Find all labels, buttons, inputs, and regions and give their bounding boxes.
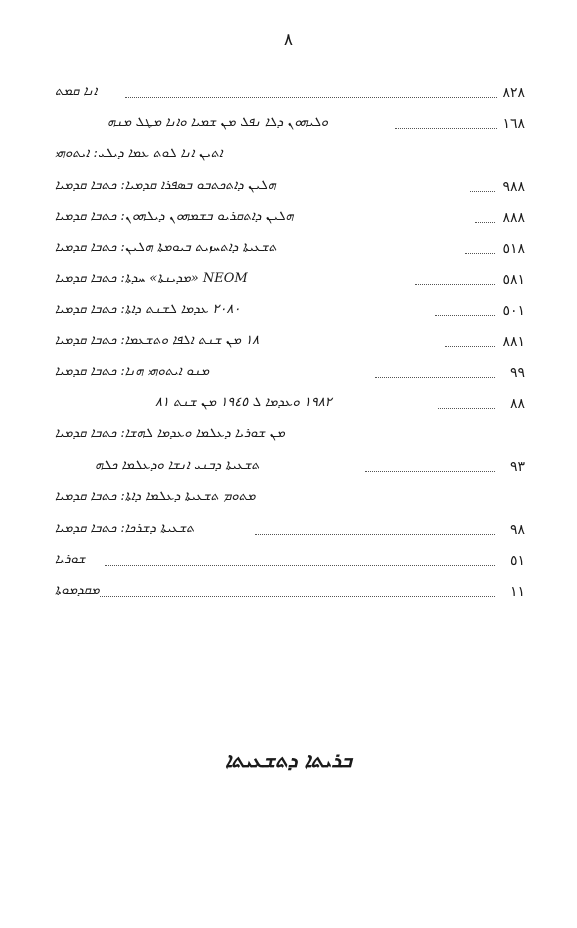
toc-title: ܡܬܘܡ ܬܫܥܝܬܐ ܕܥܠܡܐ ܕܐܬܐ: ܟܬܒܐ ܩܕܡܝܐ [55, 489, 256, 504]
toc-leader [100, 588, 495, 597]
toc-page: ٩٨٨ [502, 179, 525, 195]
toc-leader [438, 400, 495, 409]
page-number: ٨ [283, 30, 294, 50]
toc-row [55, 176, 525, 207]
toc-page: ٩٩ [509, 365, 525, 381]
toc-row [55, 487, 525, 519]
toc-row [55, 331, 525, 362]
toc-page: ٥٨١ [502, 272, 525, 288]
toc-page: ٨٢٨ [502, 85, 525, 101]
toc-row [55, 82, 525, 113]
table-of-contents [55, 82, 525, 612]
toc-leader [415, 276, 495, 285]
toc-title: ١٨ ܡܢ ܫܢܬ ܐܠܦܐ ܘܬܫܥܡܐ: ܟܬܒܐ ܩܕܡܝܐ [55, 333, 260, 348]
toc-row [55, 113, 525, 144]
toc-page: ٥٠١ [502, 303, 525, 319]
toc-row [55, 519, 525, 550]
toc-title: ١٩٨٢ ܘܥܕܡܐ ܠ ١٩٤٥ ܡܢ ܫܢܬ ٨١ [155, 395, 332, 410]
toc-row [55, 456, 525, 487]
toc-page: ٩٨ [509, 522, 525, 538]
toc-title: ܫܘܪܝܐ [55, 552, 86, 567]
toc-row [55, 424, 525, 456]
toc-page: ٩٣ [509, 459, 525, 475]
toc-title: ܡܢܘ ܐܝܬܘܗܝ ܗܢܐ: ܟܬܒܐ ܩܕܡܝܐ [55, 364, 210, 379]
toc-title: ܗܠܝܢ ܕܐܬܩܪܝܘ ܒܫܡܗܘܢ ܕܝܠܗܘܢ: ܟܬܒܐ ܩܕܡܝܐ [55, 209, 294, 224]
toc-page: ٨٨١ [502, 334, 525, 350]
toc-leader [365, 463, 495, 472]
toc-row [55, 581, 525, 612]
toc-leader [255, 526, 495, 535]
toc-leader [375, 369, 495, 378]
toc-row [55, 207, 525, 238]
toc-row [55, 238, 525, 269]
toc-title: ܗܠܝܢ ܕܐܬܟܬܒܘ ܒܣܦܪܐ ܩܕܡܝܐ: ܟܬܒܐ ܩܕܡܝܐ [55, 178, 276, 193]
toc-title: ܘܠܝܗܘܢ ܕܠܐ ܢܦܠ ܡܢ ܫܡܝܐ ܘܐܢܐ ܡܛܠ ܡܢܗ [107, 115, 329, 130]
toc-page: ٨٨ [509, 396, 525, 412]
toc-row [55, 393, 525, 424]
toc-title: ܡܩܕܡܘܬܐ [55, 583, 100, 598]
toc-leader [395, 120, 497, 129]
toc-title: ܐܬܝܢ ܐܢܐ ܠܘܬ ܥܡܐ ܕܝܠܝ: ܐܝܬܘܗܝ [55, 146, 223, 161]
toc-leader [435, 307, 495, 316]
toc-title: ܐܢܐ ܩܡܬ [55, 84, 98, 99]
toc-page: ٥١٨ [502, 241, 525, 257]
toc-title: ٢٠٨٠ ܥܕܡܐ ܠܫܢܬ ܕܐܬܐ: ܟܬܒܐ ܩܕܡܝܐ [55, 302, 241, 317]
section-title: ܒܪܝܬܐ ܕܬܫܥܝܬܐ [225, 748, 352, 772]
toc-leader [125, 89, 497, 98]
toc-page: ٨٨٨ [502, 210, 525, 226]
toc-title: ܡܢ ܫܘܪܝܐ ܕܥܠܡܐ ܘܥܕܡܐ ܠܗܫܐ: ܟܬܒܐ ܩܕܡܝܐ [55, 426, 285, 441]
toc-title: ܬܫܥܝܬܐ ܕܒܢܝ ܐܢܫܐ ܘܕܥܠܡܐ ܟܠܗ [95, 458, 260, 473]
toc-leader [105, 557, 495, 566]
toc-leader [470, 183, 495, 192]
toc-leader [445, 338, 495, 347]
toc-page: ٥١ [509, 553, 525, 569]
toc-title: ܬܫܥܝܬܐ ܕܐܬܚܙܝܬ ܒܝܘܡܬܐ ܗܠܝܢ: ܟܬܒܐ ܩܕܡܝܐ [55, 240, 277, 255]
toc-page: ١٦٨ [502, 116, 525, 132]
toc-row [55, 269, 525, 300]
toc-title: ܬܫܥܝܬܐ ܕܫܪܟܐ: ܟܬܒܐ ܩܕܡܝܐ [55, 521, 195, 536]
toc-row [55, 144, 525, 176]
toc-row [55, 362, 525, 393]
toc-row [55, 300, 525, 331]
toc-page: ١١ [509, 584, 525, 600]
toc-leader [465, 245, 495, 254]
toc-title: NEOM «ܡܕܝܢܬܐ» ܚܕܬܐ: ܟܬܒܐ ܩܕܡܝܐ [55, 271, 248, 286]
toc-row [55, 550, 525, 581]
toc-leader [475, 214, 495, 223]
